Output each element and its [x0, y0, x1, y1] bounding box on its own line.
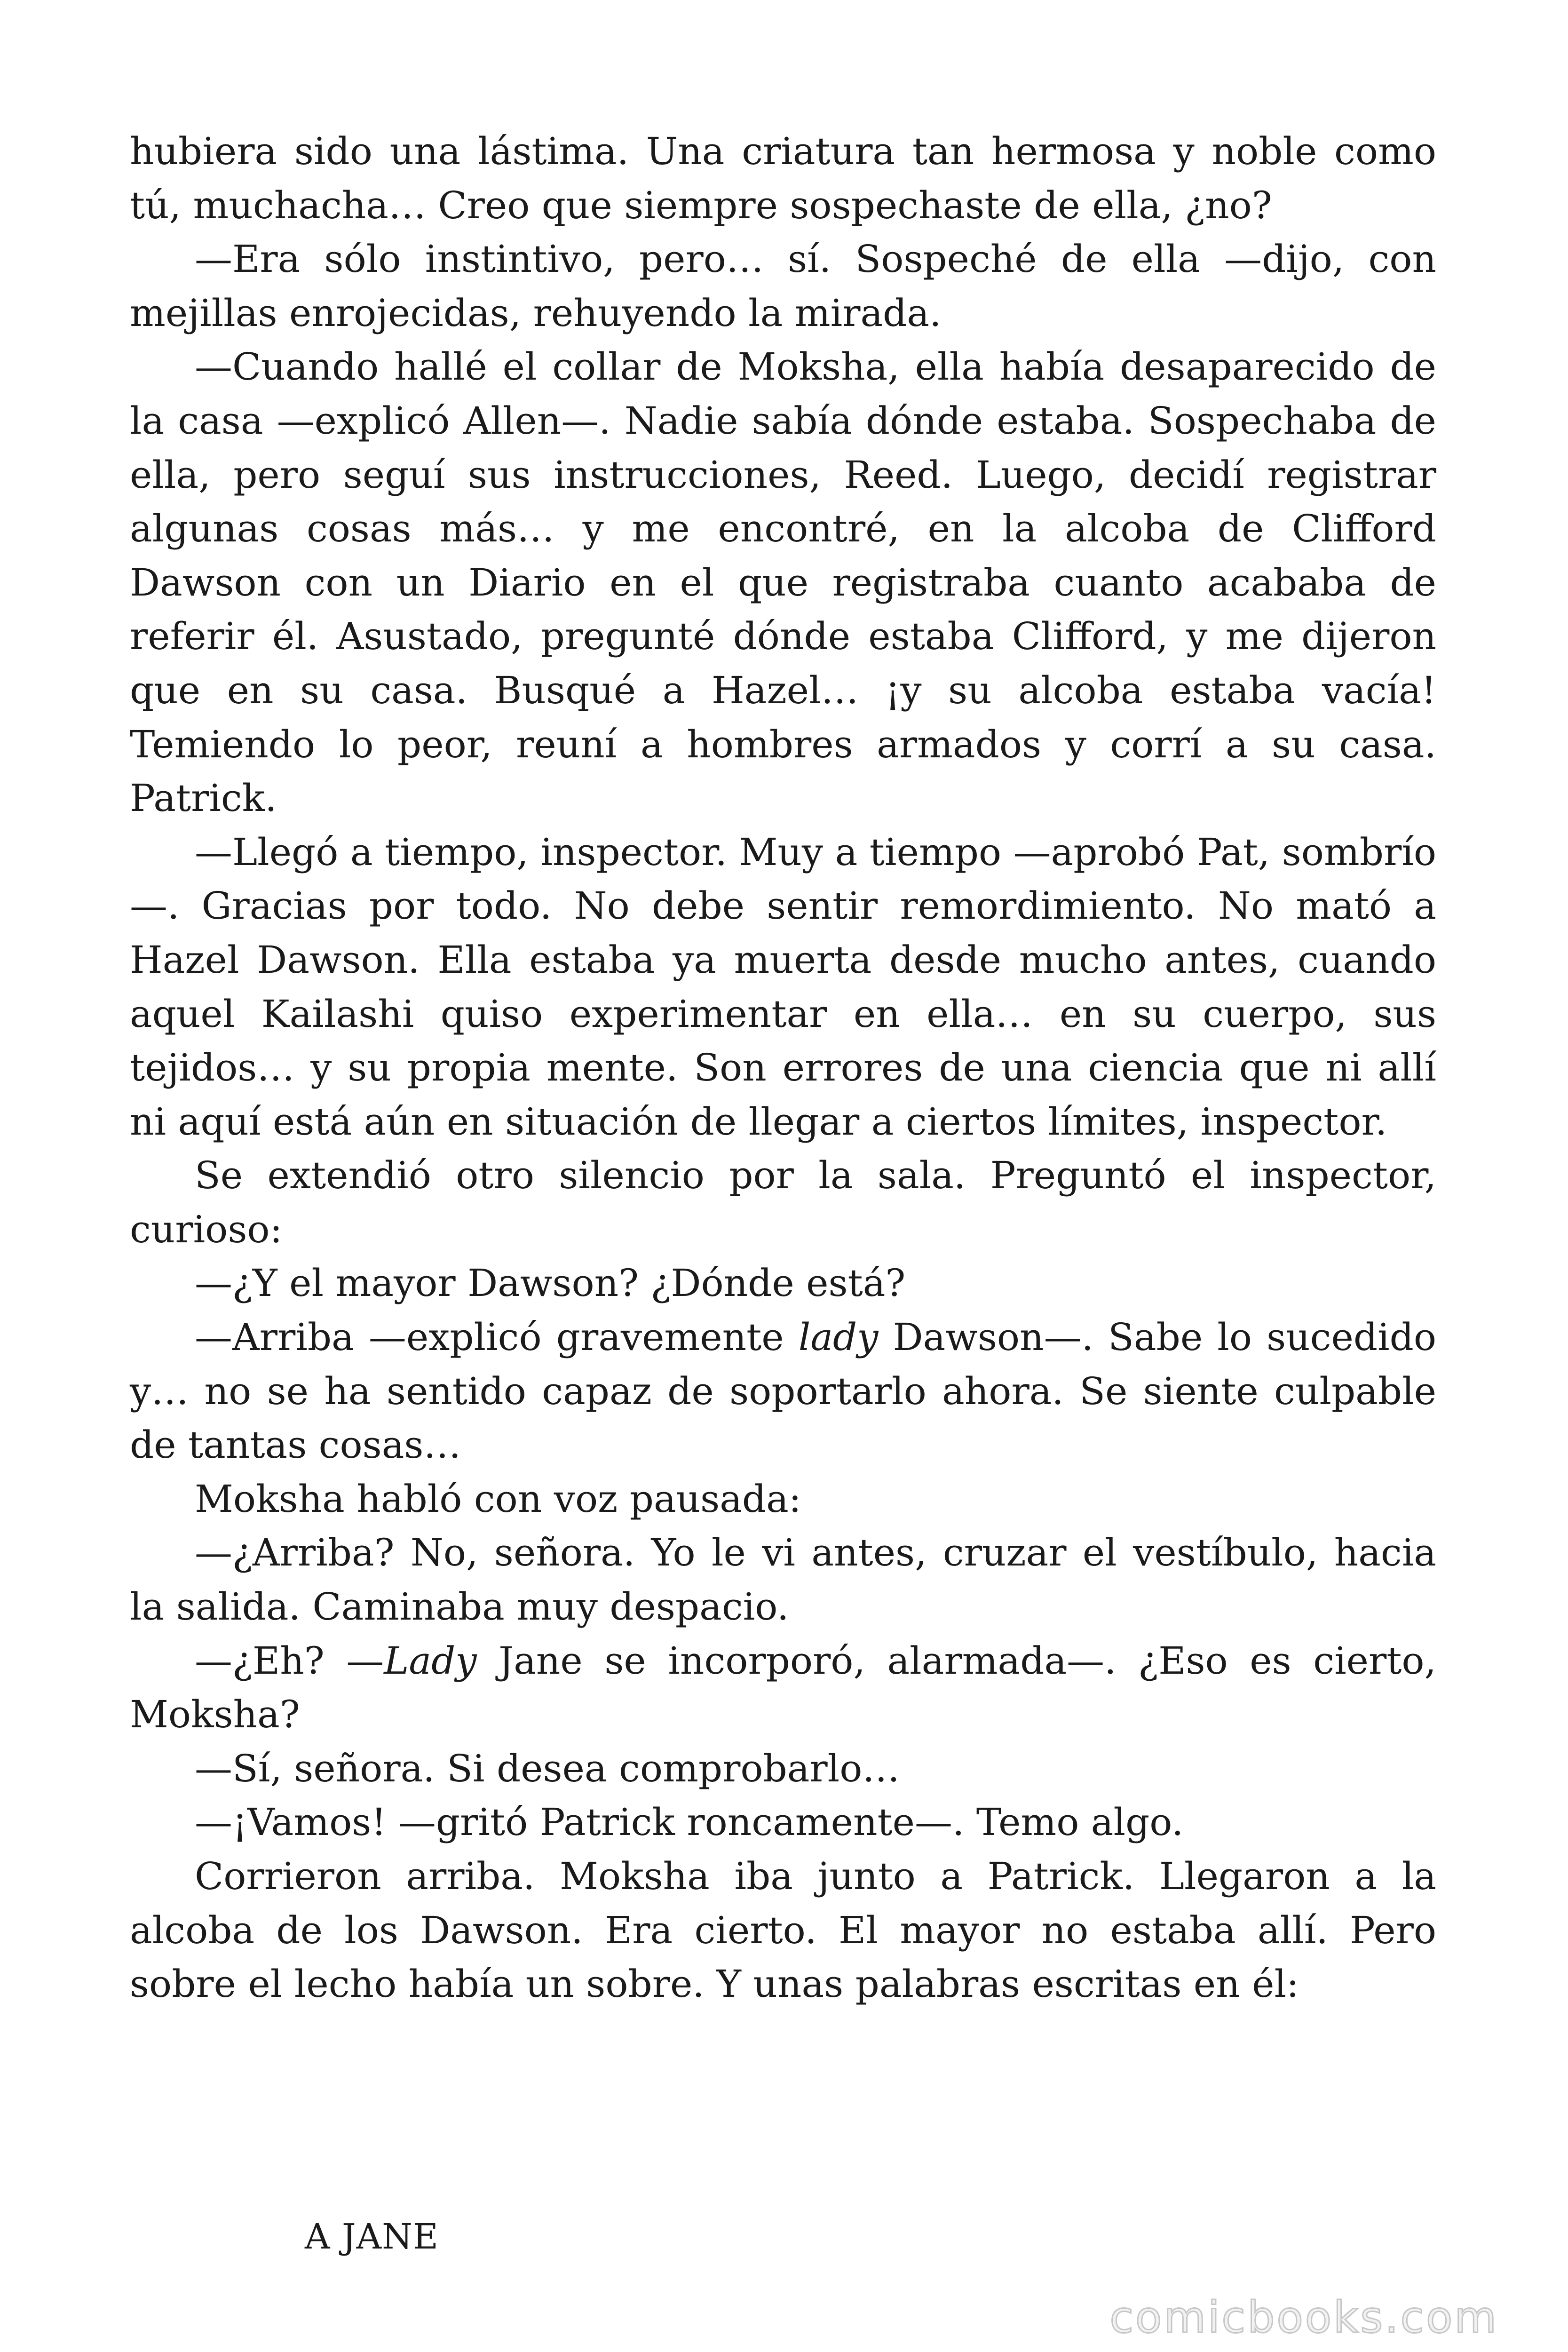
- paragraph-text: —¿Y el mayor Dawson? ¿Dónde está?: [195, 1261, 906, 1305]
- paragraph: [130, 340, 1436, 825]
- paragraph-text: —¿Arriba? No, señora. Yo le vi antes, cruzar el vestíbulo, hacia la salida. Caminaba muy despacio.: [130, 1531, 1436, 1629]
- paragraph-text: Dawson—. Sabe lo sucedido y… no se ha sentido capaz de soportarlo ahora. Se siente culpable de tantas cosas…: [130, 1315, 1436, 1467]
- paragraph-text: Jane se incorporó, alarmada—. ¿Eso es cierto, Moksha?: [130, 1638, 1436, 1737]
- paragraph: [130, 1634, 1436, 1742]
- paragraph: [130, 1311, 1436, 1472]
- letter-heading: A JANE: [305, 2217, 439, 2257]
- paragraph-text: Moksha habló con voz pausada:: [195, 1477, 801, 1521]
- paragraph-text: —¿Eh? —: [195, 1638, 384, 1683]
- paragraph-text: —Era sólo instintivo, pero… sí. Sospeché de ella —dijo, con mejillas enrojecidas, rehuyendo la mirada.: [130, 237, 1436, 335]
- paragraph-text: —Llegó a tiempo, inspector. Muy a tiempo —aprobó Pat, sombrío—. Gracias por todo. No debe sentir remordimiento. No mató a Hazel Dawson. Ella estaba ya muerta desde mucho antes, cuando aquel Kailashi quiso experimentar en ella… en su cuerpo, sus tejidos… y su propia mente. Son errores de una ciencia que ni allí ni aquí está aún en situación de llegar a ciertos límites, inspector.: [130, 830, 1436, 1144]
- paragraph-text: —Arriba —explicó gravemente: [195, 1315, 799, 1359]
- page-body: [130, 125, 1436, 2011]
- paragraph: [130, 1796, 1436, 1850]
- paragraph-text: —Sí, señora. Si desea comprobarlo…: [195, 1746, 900, 1790]
- paragraph: [130, 1850, 1436, 2011]
- paragraph-text: Corrieron arriba. Moksha iba junto a Patrick. Llegaron a la alcoba de los Dawson. Era cierto. El mayor no estaba allí. Pero sobre el lecho había un sobre. Y unas palabras escritas en él:: [130, 1854, 1436, 2006]
- paragraph: [130, 1256, 1436, 1311]
- paragraph: [130, 125, 1436, 232]
- paragraph-text: —¡Vamos! —gritó Patrick roncamente—. Temo algo.: [195, 1800, 1184, 1844]
- paragraph: [130, 1742, 1436, 1796]
- italic-word: Lady: [384, 1638, 477, 1683]
- paragraph-text: hubiera sido una lástima. Una criatura tan hermosa y noble como tú, muchacha… Creo que siempre sospechaste de ella, ¿no?: [130, 129, 1436, 227]
- paragraph-text: —Cuando hallé el collar de Moksha, ella había desaparecido de la casa —explicó Allen—. Nadie sabía dónde estaba. Sospechaba de ella, pero seguí sus instrucciones, Reed. Luego, decidí registrar algunas cosas más… y me encontré, en la alcoba de Clifford Dawson con un Diario en el que registraba cuanto acababa de referir él. Asustado, pregunté dónde estaba Clifford, y me dijeron que en su casa. Busqué a Hazel… ¡y su alcoba estaba vacía! Temiendo lo peor, reuní a hombres armados y corrí a su casa. Patrick.: [130, 345, 1436, 820]
- paragraph: [130, 1149, 1436, 1256]
- paragraph: [130, 826, 1436, 1149]
- paragraph-text: Se extendió otro silencio por la sala. Preguntó el inspector, curioso:: [130, 1153, 1436, 1251]
- paragraph: [130, 1526, 1436, 1634]
- paragraph: [130, 1472, 1436, 1526]
- italic-word: lady: [798, 1315, 879, 1359]
- watermark-logo: comicbooks.com: [1109, 2292, 1498, 2343]
- paragraph: [130, 232, 1436, 340]
